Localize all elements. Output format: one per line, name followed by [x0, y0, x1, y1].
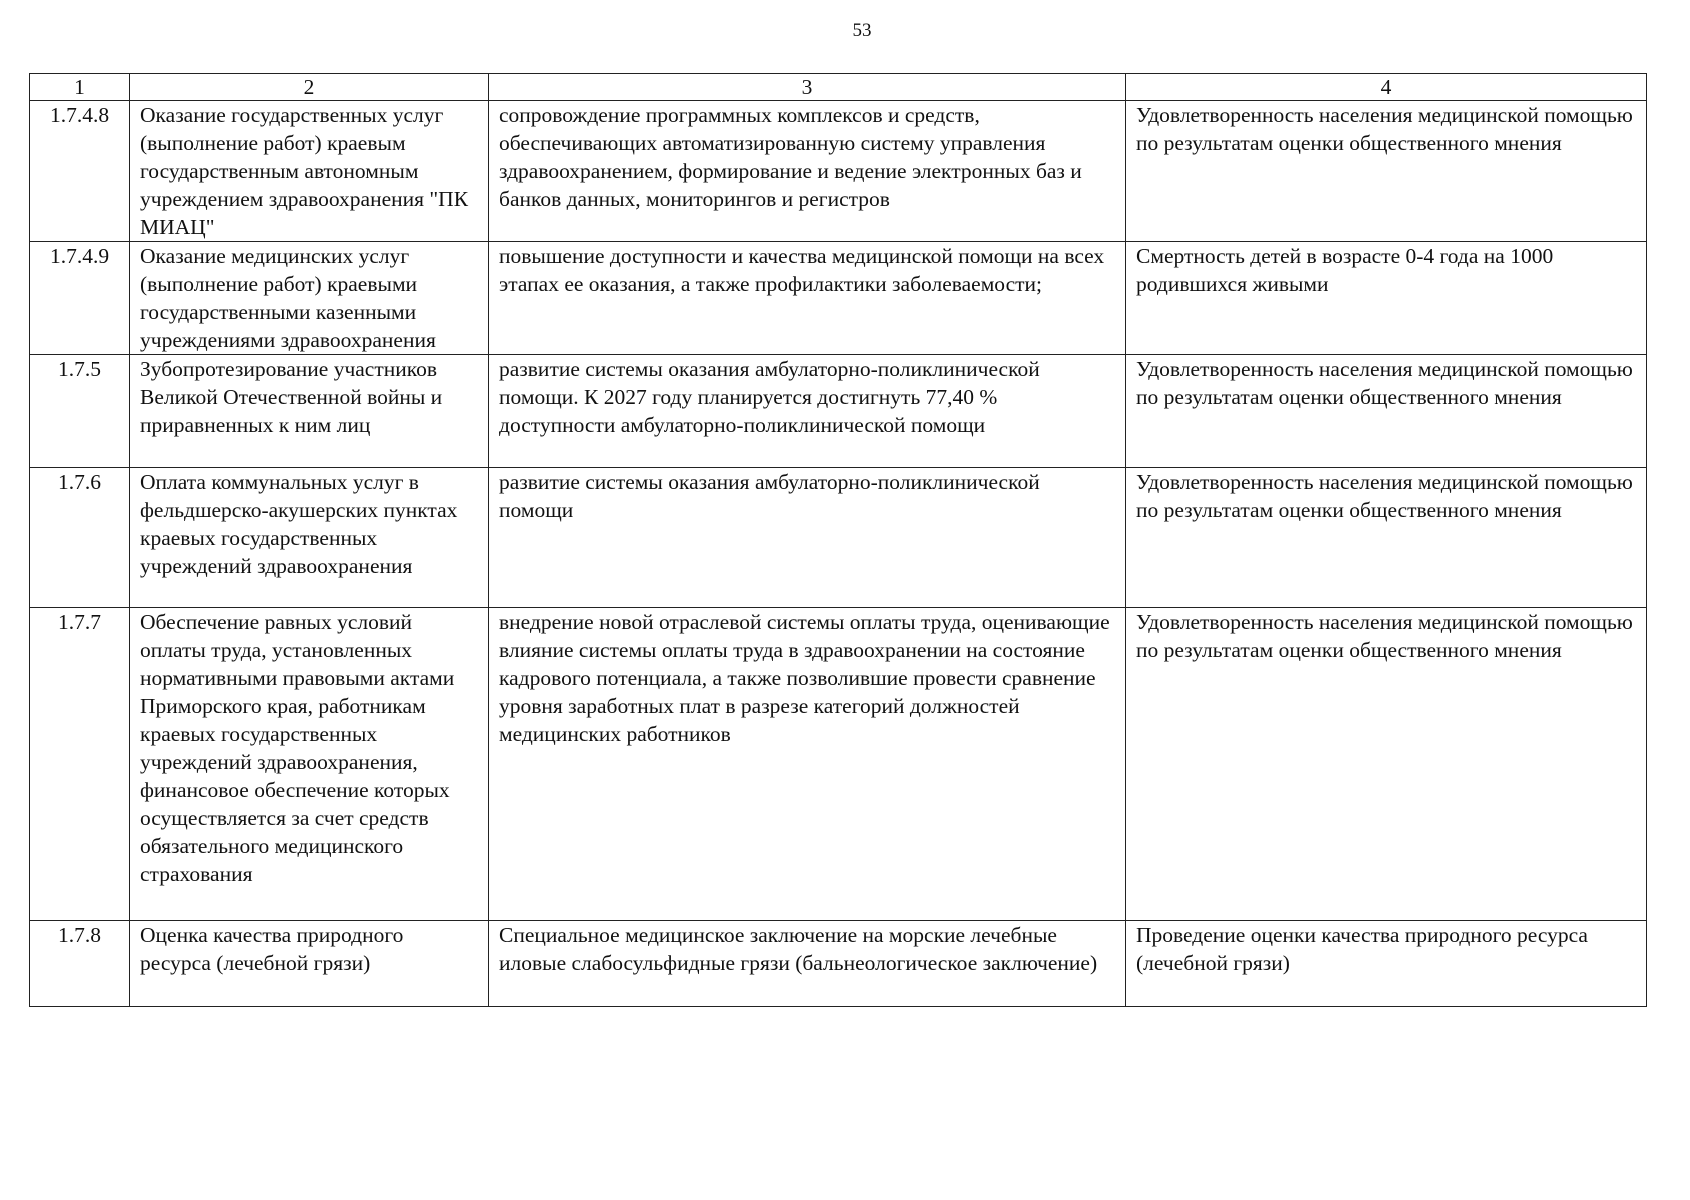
row-number: 1.7.4.9	[30, 242, 130, 355]
measure-description: Специальное медицинское заключение на морские лечебные иловые слабосульфидные грязи (бальнеологическое заключение)	[489, 921, 1126, 1007]
measure-description: развитие системы оказания амбулаторно-поликлинической помощи. К 2027 году планируется достигнуть 77,40 % доступности амбулаторно-поликлинической помощи	[489, 355, 1126, 468]
measure-name: Обеспечение равных условий оплаты труда, установленных нормативными правовыми актами Приморского края, работникам краевых государственных учреждений здравоохранения, финансовое обеспечение которых осуществляется за счет средств обязательного медицинского страхования	[130, 608, 489, 921]
table-row	[30, 608, 1647, 921]
table-body	[30, 101, 1647, 1007]
measure-indicator: Удовлетворенность населения медицинской помощью по результатам оценки общественного мнения	[1126, 355, 1647, 468]
measure-description: развитие системы оказания амбулаторно-поликлинической помощи	[489, 468, 1126, 608]
row-number: 1.7.6	[30, 468, 130, 608]
measure-name: Оценка качества природного ресурса (лечебной грязи)	[130, 921, 489, 1007]
measure-description: сопровождение программных комплексов и средств, обеспечивающих автоматизированную систему управления здравоохранением, формирование и ведение электронных баз и банков данных, мониторингов и регистров	[489, 101, 1126, 242]
row-number: 1.7.4.8	[30, 101, 130, 242]
measure-indicator: Смертность детей в возрасте 0-4 года на 1000 родившихся живыми	[1126, 242, 1647, 355]
table-row	[30, 242, 1647, 355]
table-row	[30, 468, 1647, 608]
table-header	[30, 74, 1647, 101]
measure-name: Оказание государственных услуг (выполнение работ) краевым государственным автономным учреждением здравоохранения "ПК МИАЦ"	[130, 101, 489, 242]
table-header-row	[30, 74, 1647, 101]
row-number: 1.7.7	[30, 608, 130, 921]
measure-description: внедрение новой отраслевой системы оплаты труда, оценивающие влияние системы оплаты труда в здравоохранении на состояние кадрового потенциала, а также позволившие провести сравнение уровня заработных плат в разрезе категорий должностей медицинских работников	[489, 608, 1126, 921]
table-row	[30, 355, 1647, 468]
measure-indicator: Удовлетворенность населения медицинской помощью по результатам оценки общественного мнения	[1126, 608, 1647, 921]
row-number: 1.7.5	[30, 355, 130, 468]
table-row	[30, 101, 1647, 242]
column-header-1: 1	[30, 74, 130, 101]
column-header-4: 4	[1126, 74, 1647, 101]
measure-indicator: Проведение оценки качества природного ресурса (лечебной грязи)	[1126, 921, 1647, 1007]
page-number: 53	[852, 20, 872, 41]
measure-indicator: Удовлетворенность населения медицинской помощью по результатам оценки общественного мнения	[1126, 468, 1647, 608]
column-header-3: 3	[489, 74, 1126, 101]
row-number: 1.7.8	[30, 921, 130, 1007]
measure-name: Зубопротезирование участников Великой Отечественной войны и приравненных к ним лиц	[130, 355, 489, 468]
measure-description: повышение доступности и качества медицинской помощи на всех этапах ее оказания, а также профилактики заболеваемости;	[489, 242, 1126, 355]
column-header-2: 2	[130, 74, 489, 101]
program-measures-table	[29, 73, 1647, 1007]
measure-indicator: Удовлетворенность населения медицинской помощью по результатам оценки общественного мнения	[1126, 101, 1647, 242]
measure-name: Оплата коммунальных услуг в фельдшерско-акушерских пунктах краевых государственных учреждений здравоохранения	[130, 468, 489, 608]
table-row	[30, 921, 1647, 1007]
measure-name: Оказание медицинских услуг (выполнение работ) краевыми государственными казенными учреждениями здравоохранения	[130, 242, 489, 355]
